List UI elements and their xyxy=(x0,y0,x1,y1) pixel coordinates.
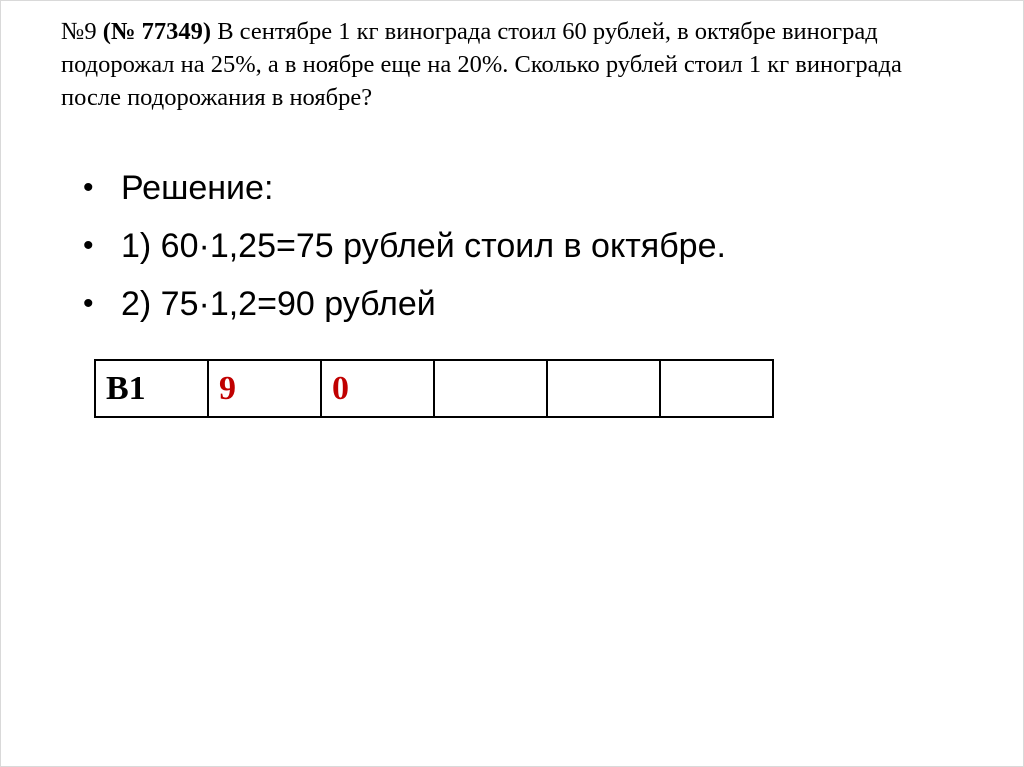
answer-cell-2: 0 xyxy=(321,360,434,417)
solution-item xyxy=(81,217,726,275)
problem-number: №9 xyxy=(61,18,97,45)
answer-cell-3 xyxy=(434,360,547,417)
solution-item xyxy=(81,275,726,333)
answer-table xyxy=(94,359,774,418)
solution-step-1: 1) 60·1,25=75 рублей стоил в октябре. xyxy=(121,227,726,265)
bullet-icon: • xyxy=(83,171,94,204)
solution-list xyxy=(81,159,726,333)
answer-cell-1: 9 xyxy=(208,360,321,417)
problem-task-id: (№ 77349) xyxy=(102,18,212,45)
problem-statement xyxy=(61,15,961,114)
solution-step-2: 2) 75·1,2=90 рублей xyxy=(121,285,436,323)
answer-cell-5 xyxy=(660,360,773,417)
bullet-icon: • xyxy=(83,287,94,320)
answer-cell-4 xyxy=(547,360,660,417)
answer-row xyxy=(95,360,773,417)
solution-item xyxy=(81,159,726,217)
problem-text: В сентябре 1 кг винограда стоил 60 рублей, в октябре виноград подорожал на 25%, а в ноябре еще на 20%. Сколько рублей стоил 1 кг винограда после подорожания в ноябре? xyxy=(61,18,902,111)
bullet-icon: • xyxy=(83,229,94,262)
solution-heading: Решение: xyxy=(121,169,274,207)
answer-label: В1 xyxy=(95,360,208,417)
